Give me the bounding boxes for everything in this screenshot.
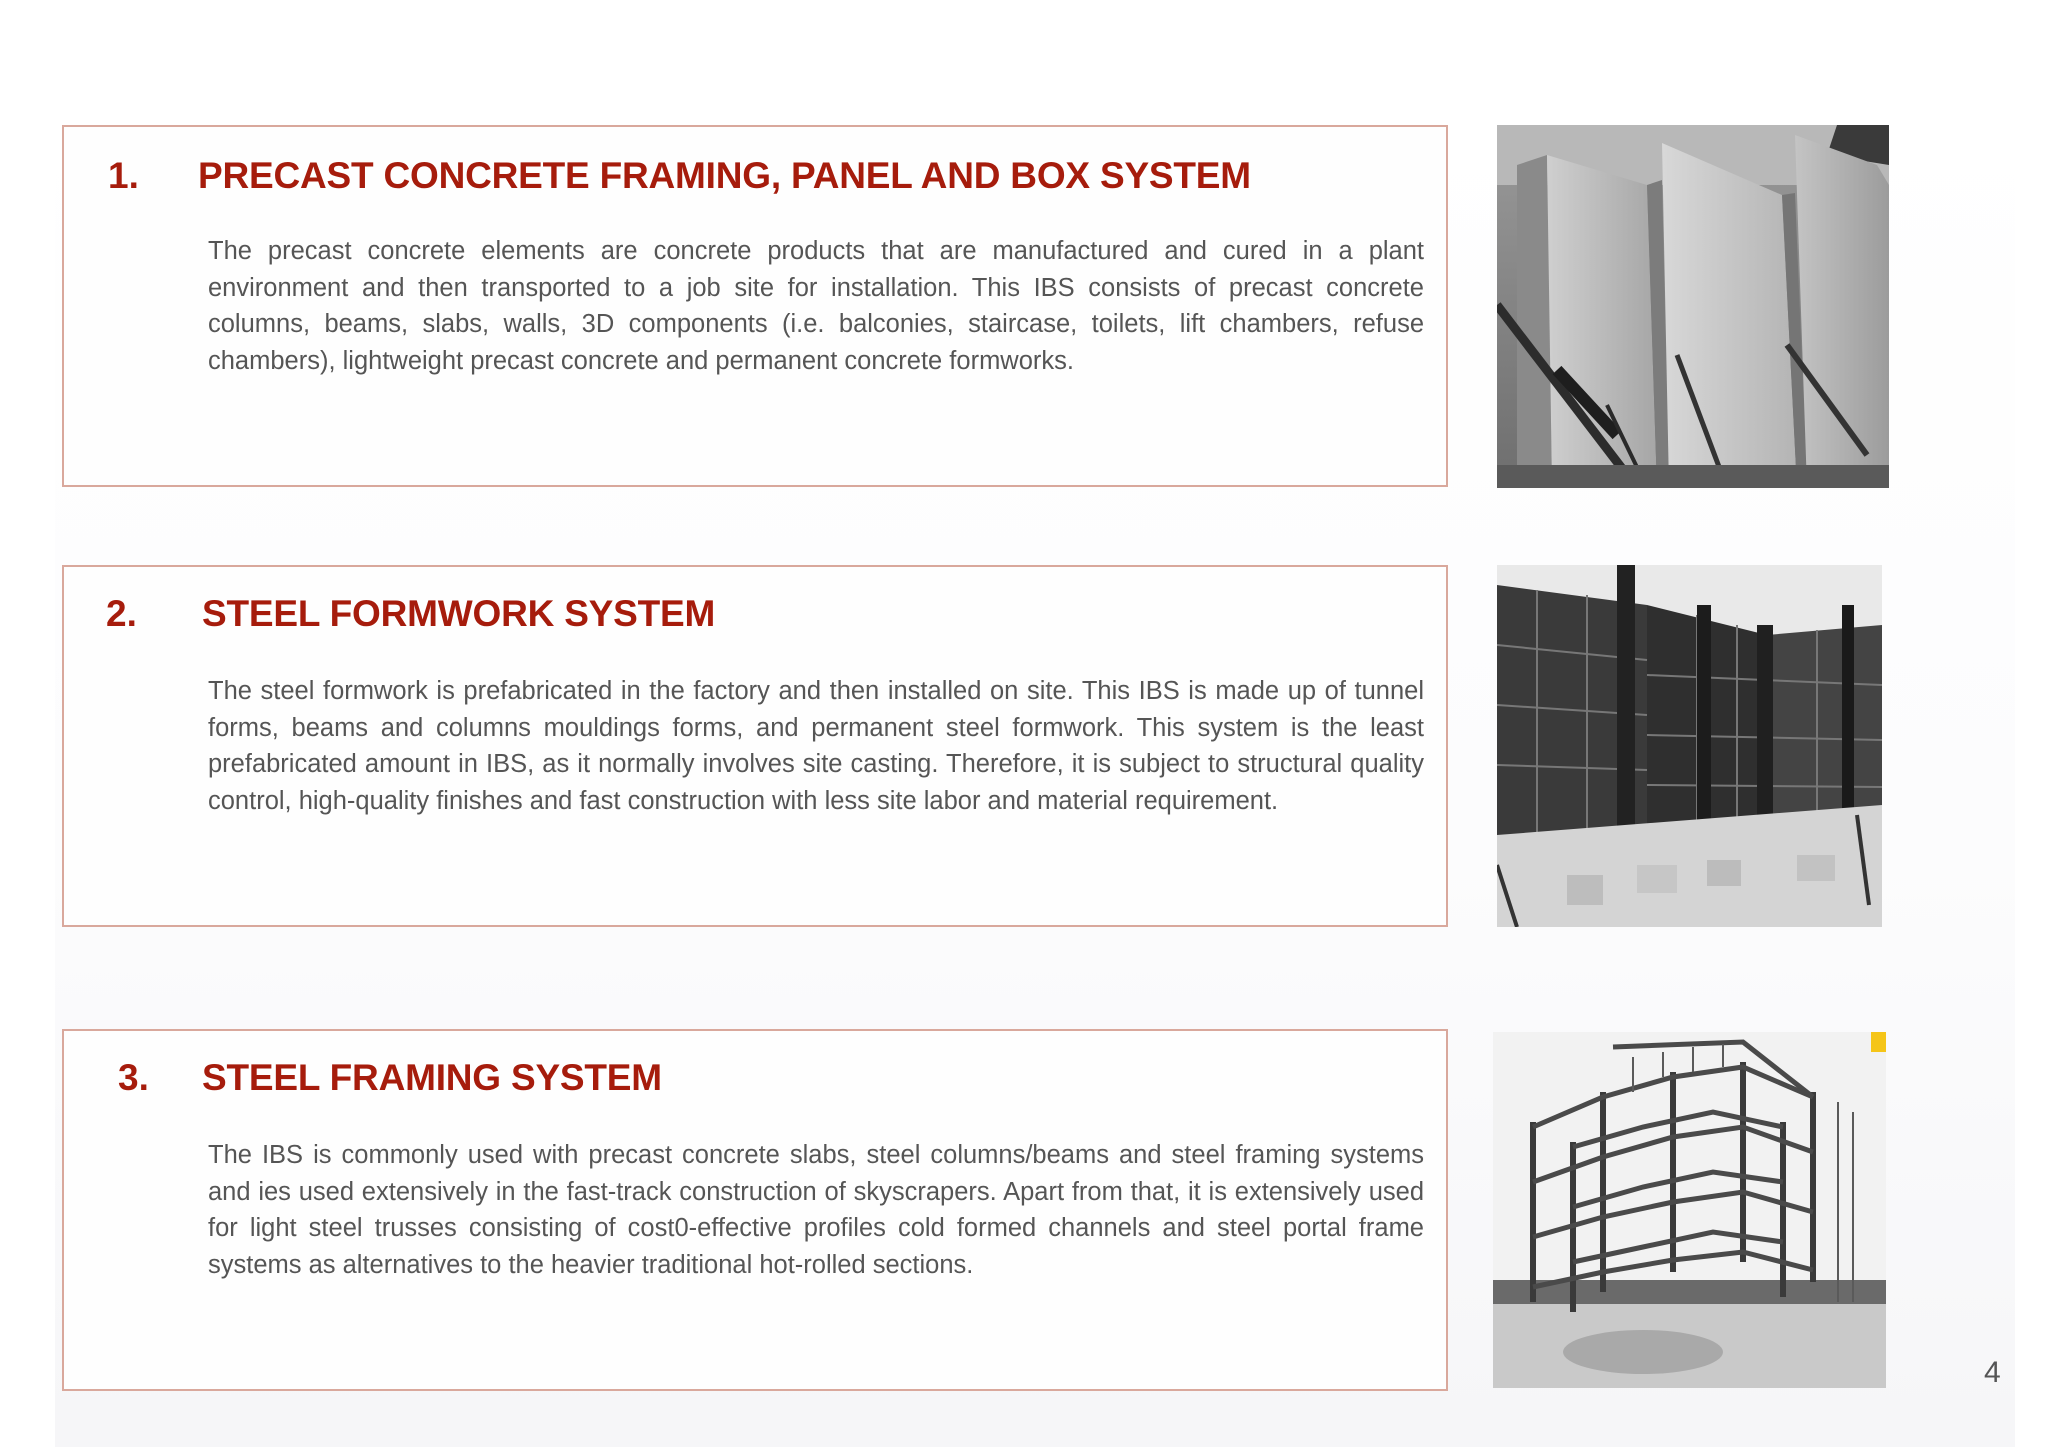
section-precast-concrete (62, 125, 1448, 487)
section-body: The precast concrete elements are concrete products that are manufactured and cured in a plant environment and then transported to a job site for installation. This IBS consists of precast concrete columns, beams, slabs, walls, 3D components (i.e. balconies, staircase, toilets, lift chambers, refuse chambers), lightweight precast concrete and permanent concrete formworks. (208, 237, 1424, 375)
section-body: The IBS is commonly used with precast concrete slabs, steel columns/beams and steel framing systems and ies used extensively in the fast-track construction of skyscrapers. Apart from that, it is extensively used for light steel trusses consisting of cost0-effective profiles cold formed channels and steel portal frame systems as alternatives to the heavier traditional hot-rolled sections. (208, 1141, 1424, 1279)
section-number: 1. (108, 155, 139, 196)
steel-frame-building-photo (1493, 1032, 1886, 1388)
section-title: STEEL FORMWORK SYSTEM (202, 593, 716, 634)
steel-formwork-site-photo (1497, 565, 1882, 927)
page-number: 4 (1984, 1356, 2001, 1389)
precast-concrete-panels-photo (1497, 125, 1889, 488)
section-body: The steel formwork is prefabricated in the factory and then installed on site. This IBS is made up of tunnel forms, beams and columns mouldings forms, and permanent steel formwork. This system is the least prefabricated amount in IBS, as it normally involves site casting. Therefore, it is subject to structural quality control, high-quality finishes and fast construction with less site labor and material requirement. (208, 677, 1424, 815)
section-number: 3. (118, 1057, 149, 1098)
section-steel-framing (62, 1029, 1448, 1391)
section-number: 2. (106, 593, 137, 634)
section-title: PRECAST CONCRETE FRAMING, PANEL AND BOX SYSTEM (198, 155, 1251, 196)
section-steel-formwork (62, 565, 1448, 927)
section-title: STEEL FRAMING SYSTEM (202, 1057, 662, 1098)
